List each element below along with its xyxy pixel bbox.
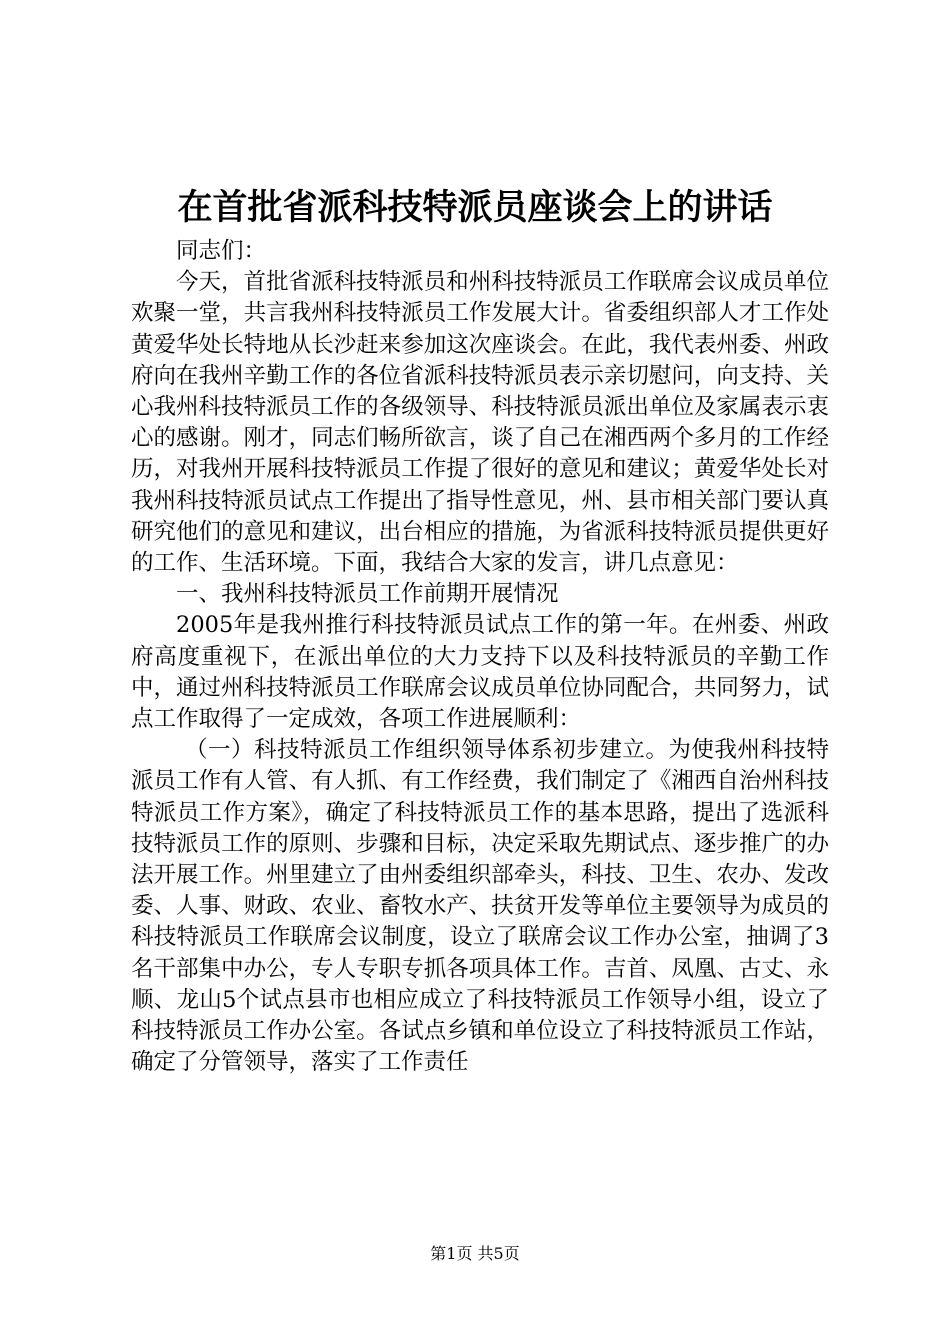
section-heading-1: 一、我州科技特派员工作前期开展情况: [176, 581, 559, 608]
paragraph-2005: 2005年是我州推行科技特派员试点工作的第一年。在州委、州政府高度重视下，在派出单位的大力支持下以及科技特派员的辛勤工作中，通过州科技特派员工作联席会议成员单位协同配合，共同努力，试点工作取得了一定成效，各项工作进展顺利：: [131, 612, 829, 733]
salutation: 同志们：: [176, 238, 267, 264]
document-title: 在首批省派科技特派员座谈会上的讲话: [177, 187, 773, 228]
paragraph-subsection-1: （一）科技特派员工作组织领导体系初步建立。为使我州科技特派员工作有人管、有人抓、有工作经费，我们制定了《湘西自治州科技特派员工作方案》，确定了科技特派员工作的基本思路，提出了选派科技特派员工作的原则、步骤和目标，决定采取先期试点、逐步推广的办法开展工作。州里建立了由州委组织部牵头，科技、卫生、农办、发改委、人事、财政、农业、畜牧水产、扶贫开发等单位主要领导为成员的科技特派员工作联席会议制度，设立了联席会议工作办公室，抽调了3名干部集中办公，专人专职专抓各项具体工作。吉首、凤凰、古丈、永顺、龙山5个试点县市也相应成立了科技特派员工作领导小组，设立了科技特派员工作办公室。各试点乡镇和单位设立了科技特派员工作站，确定了分管领导，落实了工作责任: [131, 737, 829, 1076]
paragraph-opening: 今天，首批省派科技特派员和州科技特派员工作联席会议成员单位欢聚一堂，共言我州科技特派员工作发展大计。省委组织部人才工作处黄爱华处长特地从长沙赶来参加这次座谈会。在此，我代表州委、州政府向在我州辛勤工作的各位省派科技特派员表示亲切慰问，向支持、关心我州科技特派员工作的各级领导、科技特派员派出单位及家属表示衷心的感谢。刚才，同志们畅所欲言，谈了自己在湘西两个多月的工作经历，对我州开展科技特派员工作提了很好的意见和建议；黄爱华处长对我州科技特派员试点工作提出了指导性意见，州、县市相关部门要认真研究他们的意见和建议，出台相应的措施，为省派科技特派员提供更好的工作、生活环境。下面，我结合大家的发言，讲几点意见：: [131, 269, 829, 577]
page-footer: 第1页 共5页: [430, 1244, 520, 1263]
document-body: [131, 236, 829, 1078]
